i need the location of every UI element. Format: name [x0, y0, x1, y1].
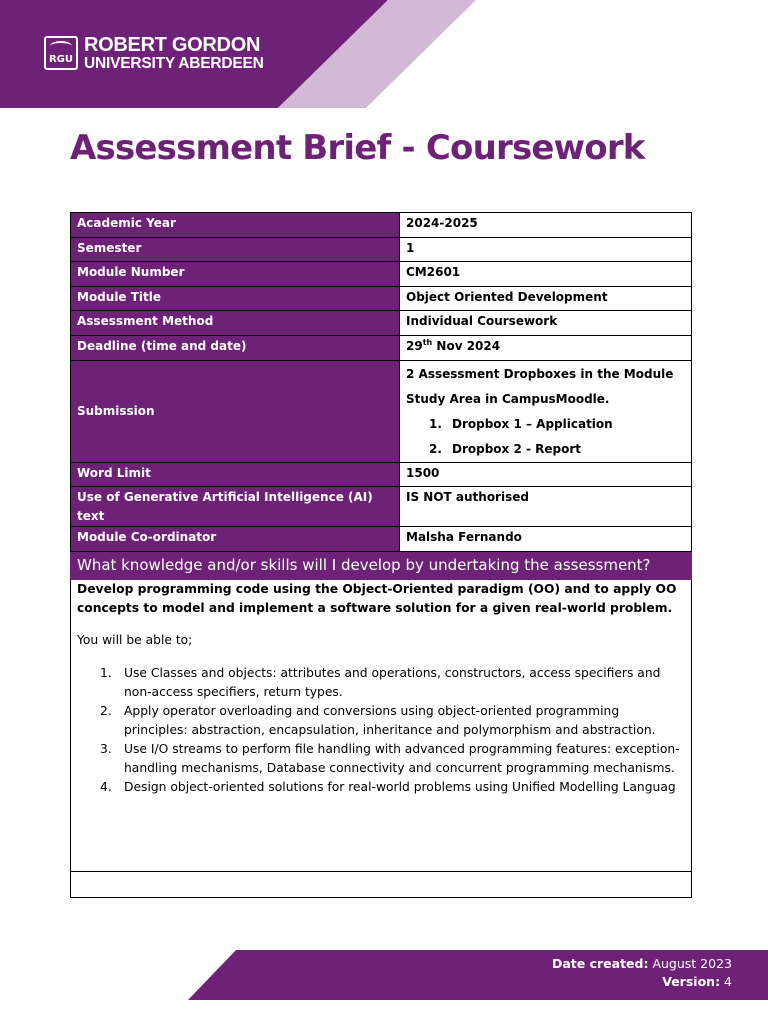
skills-heading: What knowledge and/or skills will I develop by undertaking the assessment? — [71, 551, 692, 579]
list-text: Dropbox 1 – Application — [452, 416, 613, 431]
list-text: Design object-oriented solutions for real-world problems using Unified Modelling Languag — [124, 779, 676, 794]
list-text: Use Classes and objects: attributes and operations, constructors, access specifiers and non-access specifiers, return types. — [124, 665, 661, 699]
table-row — [71, 311, 692, 336]
date-created — [552, 955, 732, 973]
table-row — [71, 213, 692, 238]
row-label: Word Limit — [71, 462, 400, 487]
list-text: Use I/O streams to perform file handling with advanced programming features: exception-handling mechanisms, Database connectivity and concurrent programming mechanisms. — [124, 741, 680, 775]
list-item — [77, 664, 685, 702]
section-header-row — [71, 551, 692, 579]
version-label: Version: — [662, 974, 721, 989]
table-row — [71, 579, 692, 871]
table-row — [71, 360, 692, 462]
university-name — [84, 35, 264, 72]
deadline-value — [400, 335, 692, 360]
list-item — [77, 778, 685, 797]
row-value: IS NOT authorised — [400, 487, 692, 527]
list-item — [77, 702, 685, 740]
deadline-rest: Nov 2024 — [432, 338, 501, 353]
submission-dropbox-list — [406, 412, 685, 462]
logo-abbrev: RGU — [48, 54, 74, 65]
list-number: 1. — [429, 416, 442, 431]
row-label: Use of Generative Artificial Intelligence (AI) text — [71, 487, 400, 527]
table-row — [71, 237, 692, 262]
university-logo — [44, 35, 264, 71]
skills-body — [71, 579, 692, 871]
version — [552, 973, 732, 991]
row-label: Module Co-ordinator — [71, 527, 400, 552]
submission-value — [400, 360, 692, 462]
row-label: Assessment Method — [71, 311, 400, 336]
row-value: 1 — [400, 237, 692, 262]
row-value: Individual Coursework — [400, 311, 692, 336]
row-value: 1500 — [400, 462, 692, 487]
row-label: Deadline (time and date) — [71, 335, 400, 360]
table-row — [71, 335, 692, 360]
empty-row — [71, 871, 692, 897]
row-label: Academic Year — [71, 213, 400, 238]
date-created-value: August 2023 — [648, 956, 732, 971]
learning-outcomes-list — [77, 664, 685, 797]
row-label: Module Number — [71, 262, 400, 287]
rgu-logo-icon — [44, 36, 78, 70]
row-value: Object Oriented Development — [400, 286, 692, 311]
list-number: 1. — [100, 665, 112, 680]
submission-text: 2 Assessment Dropboxes in the Module Study Area in CampusMoodle. — [406, 366, 674, 406]
list-text: Dropbox 2 - Report — [452, 441, 582, 456]
table-row — [71, 262, 692, 287]
row-value: 2024-2025 — [400, 213, 692, 238]
list-item — [77, 740, 685, 778]
deadline-day: 29 — [406, 338, 423, 353]
table-row — [71, 286, 692, 311]
list-number: 4. — [100, 779, 112, 794]
deadline-ordinal: th — [422, 337, 433, 347]
date-created-label: Date created: — [551, 956, 649, 971]
list-number: 2. — [429, 441, 442, 456]
version-value: 4 — [720, 974, 732, 989]
footer-banner — [0, 950, 768, 1000]
list-item — [406, 412, 685, 437]
university-name-line1: ROBERT GORDON — [84, 33, 261, 56]
assessment-details-table — [70, 212, 692, 898]
table-row — [71, 487, 692, 527]
document-title: Assessment Brief - Coursework — [70, 128, 645, 168]
empty-cell — [71, 871, 692, 897]
table-row — [71, 527, 692, 552]
list-text: Apply operator overloading and conversions using object-oriented programming principles: abstraction, encapsulation, inheritance and polymorphism and abstraction. — [124, 703, 656, 737]
skills-able-text: You will be able to; — [77, 632, 193, 647]
row-label: Module Title — [71, 286, 400, 311]
skills-intro: Develop programming code using the Object-Oriented paradigm (OO) and to apply OO concepts to model and implement a software solution for a given real-world problem. — [77, 581, 677, 615]
list-number: 2. — [100, 703, 112, 718]
header-banner — [0, 0, 768, 108]
row-value: CM2601 — [400, 262, 692, 287]
row-label: Submission — [71, 360, 400, 462]
university-name-line2: UNIVERSITY ABERDEEN — [84, 54, 264, 72]
table-row — [71, 462, 692, 487]
footer-meta — [552, 955, 732, 991]
row-value: Malsha Fernando — [400, 527, 692, 552]
list-number: 3. — [100, 741, 112, 756]
list-item — [406, 437, 685, 462]
row-label: Semester — [71, 237, 400, 262]
